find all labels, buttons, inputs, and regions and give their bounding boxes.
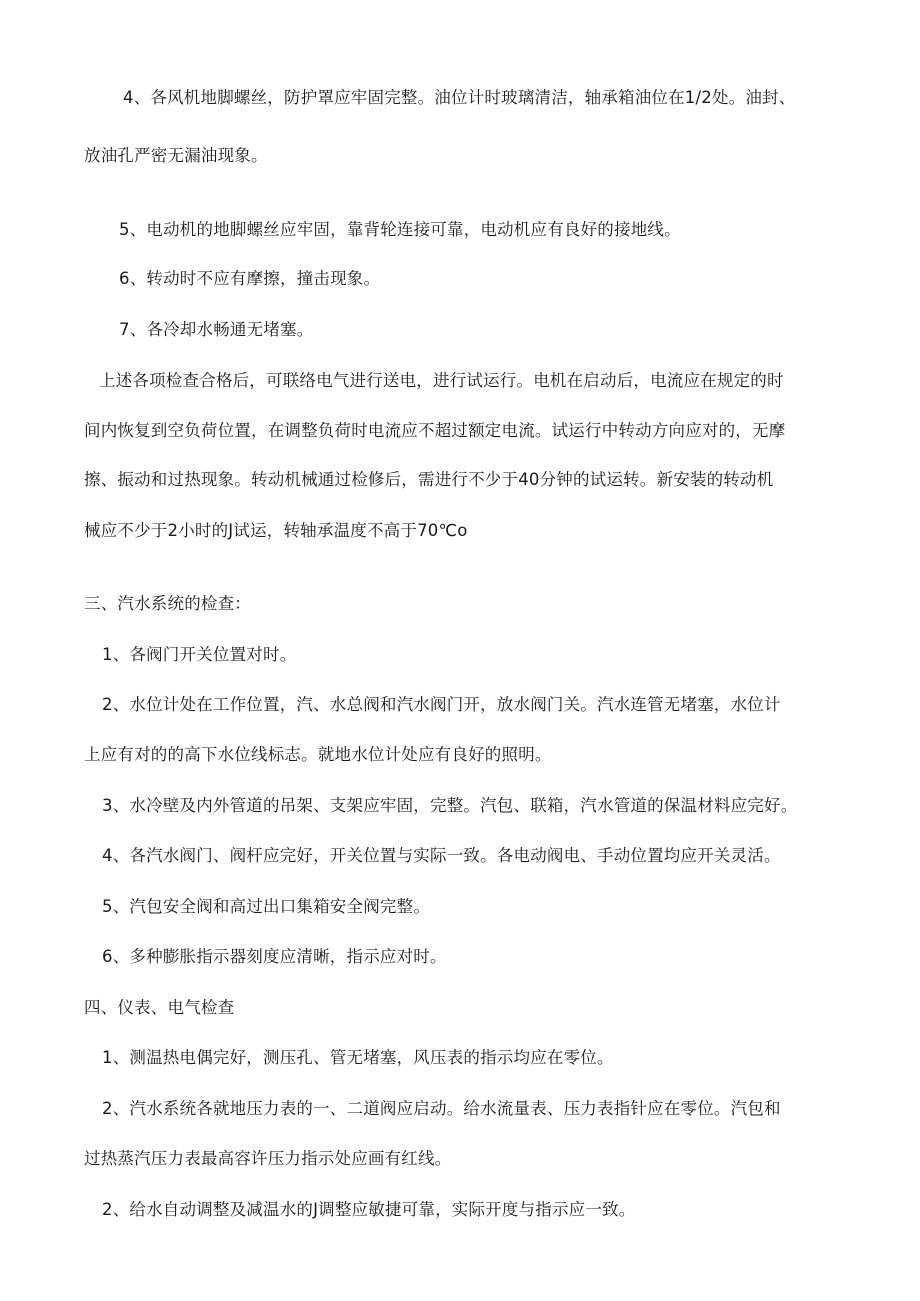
- text-line: 2、汽水系统各就地压力表的一、二道阀应启动。给水流量表、压力表指针应在零位。汽包和: [102, 1099, 781, 1118]
- text-line: 1、测温热电偶完好，测压孔、管无堵塞，风压表的指示均应在零位。: [102, 1048, 614, 1067]
- text-line: 上应有对的的高下水位线标志。就地水位计处应有良好的照明。: [84, 745, 552, 764]
- text-line: 6、多种膨胀指示器刻度应清晰，指示应对时。: [102, 947, 447, 966]
- text-line: 5、汽包安全阀和高过出口集箱安全阀完整。: [102, 897, 430, 916]
- text-line: 6、转动时不应有摩擦，撞击现象。: [119, 269, 381, 288]
- text-line: 7、各冷却水畅通无堵塞。: [119, 320, 314, 339]
- text-line: 上述各项检查合格后，可联络电气进行送电，进行试运行。电机在启动后，电流应在规定的时: [99, 371, 784, 390]
- text-line: 5、电动机的地脚螺丝应牢固，靠背轮连接可靠，电动机应有良好的接地线。: [119, 220, 681, 239]
- text-line: 2、给水自动调整及减温水的J调整应敏捷可靠，实际开度与指示应一致。: [102, 1200, 636, 1219]
- section-heading: 三、汽水系统的检查：: [84, 594, 251, 613]
- text-line: 擦、振动和过热现象。转动机械通过检修后，需进行不少于40分钟的试运转。新安装的转动机: [84, 470, 774, 489]
- text-line: 2、水位计处在工作位置，汽、水总阀和汽水阀门开，放水阀门关。汽水连管无堵塞，水位计: [102, 695, 781, 714]
- text-line: 4、各汽水阀门、阀杆应完好，开关位置与实际一致。各电动阀电、手动位置均应开关灵活。: [102, 846, 781, 865]
- section-heading: 四、仪表、电气检查: [84, 998, 235, 1017]
- text-line: 间内恢复到空负荷位置，在调整负荷时电流应不超过额定电流。试运行中转动方向应对的，无摩: [84, 421, 786, 440]
- text-line: 放油孔严密无漏油现象。: [84, 146, 268, 165]
- text-line: 过热蒸汽压力表最高容许压力指示处应画有红线。: [84, 1149, 452, 1168]
- text-line: 1、各阀门开关位置对时。: [102, 645, 297, 664]
- text-line: 械应不少于2小时的J试运，转轴承温度不高于70℃o: [84, 521, 468, 540]
- text-line: 3、水冷壁及内外管道的吊架、支架应牢固，完整。汽包、联箱，汽水管道的保温材料应完好。: [102, 796, 798, 815]
- text-line: 4、各风机地脚螺丝，防护罩应牢固完整。油位计时玻璃清洁，轴承箱油位在1/2处。油封、: [123, 88, 796, 107]
